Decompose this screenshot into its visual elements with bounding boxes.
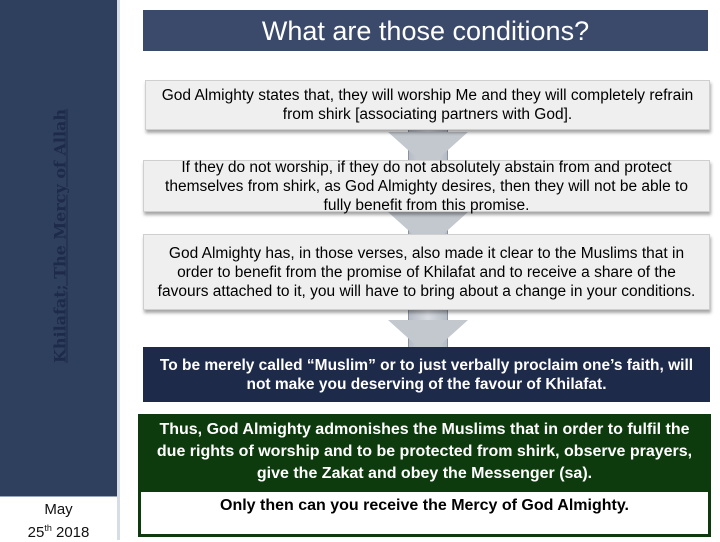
- condition-box-change: God Almighty has, in those verses, also made it clear to the Muslims that in order to benefit from the promise of Khilafat and to receive a share of the favours attached to it, you will have to bring about a change in your conditions.: [143, 234, 710, 310]
- vertical-title-container: [0, 0, 117, 540]
- condition-box-benefit: If they do not worship, if they do not absolutely abstain from and protect themselves from shirk, as God Almighty desires, then they will not be able to fully benefit from this promise.: [143, 160, 710, 212]
- mercy-box: Only then can you receive the Mercy of God Almighty.: [138, 489, 711, 537]
- condition-box-worship: God Almighty states that, they will worship Me and they will completely refrain from shirk [associating partners with God].: [145, 80, 710, 130]
- date-box: [0, 496, 117, 540]
- admonition-box: Thus, God Almighty admonishes the Muslims that in order to fulfil the due rights of worship and to be protected from shirk, observe prayers, give the Zakat and obey the Messenger (sa).: [138, 414, 711, 490]
- date-line: [0, 519, 117, 542]
- date-day: 25: [27, 524, 45, 541]
- muslim-name-box: To be merely called “Muslim” or to just verbally proclaim one’s faith, will not make you deserving of the favour of Khilafat.: [143, 347, 710, 402]
- date-suffix: th: [44, 523, 52, 533]
- date-year: 2018: [56, 524, 90, 541]
- sidebar-divider: [117, 0, 120, 540]
- slide-title: What are those conditions?: [143, 10, 708, 51]
- vertical-title: Khilafat; The Mercy of Allah: [50, 108, 70, 364]
- date-month: May: [44, 501, 73, 518]
